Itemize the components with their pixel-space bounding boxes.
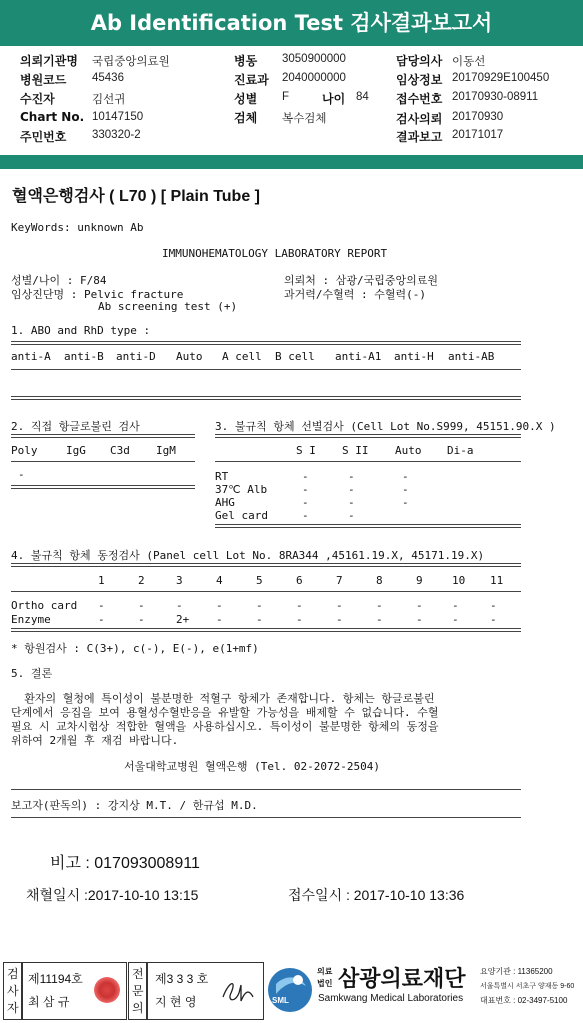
s4-cell: -	[490, 613, 497, 626]
s3-cell: -	[302, 470, 309, 483]
s1-header-anti-d: anti-D	[116, 350, 156, 363]
divider	[11, 341, 521, 345]
footer: 검 사 자 제11194호 최 삼 규 전 문 의 제3 3 3 호 지 현 영 SML 의료 법인 삼광의료재단 Samkwang Medical Laboratories 요양기관 : 11365200 서울특별시 서초구 양재동 9-60 대표번호 : 02-3497-5100	[0, 962, 583, 1023]
divider	[11, 369, 521, 370]
s3-header-auto: Auto	[395, 444, 422, 457]
s4-col-header: 6	[296, 574, 303, 587]
s4-cell: -	[138, 599, 145, 612]
divider	[11, 434, 195, 438]
s4-col-header: 10	[452, 574, 466, 587]
divider	[215, 434, 521, 438]
s1-header-b-cell: B cell	[275, 350, 315, 363]
s3-cell: -	[302, 509, 309, 522]
specialist-license-no: 제3 3 3 호	[155, 972, 209, 986]
conclusion-line1: 환자의 혈청에 특이성이 불분명한 적혈구 항체가 존재합니다. 항체는 항글로불린	[11, 692, 435, 705]
s4-cell: -	[138, 613, 145, 626]
tester-box	[21, 962, 127, 1020]
samkwang-logo-icon	[266, 966, 314, 1014]
org-tel: 대표번호 : 02-3497-5100	[480, 996, 568, 1005]
org-address: 서울특별시 서초구 양재동 9-60	[480, 983, 575, 990]
s3-header-si: S I	[296, 444, 316, 457]
s1-header-anti-a: anti-A	[11, 350, 51, 363]
s4-cell: -	[216, 599, 223, 612]
s4-title: 4. 불규칙 항체 동정검사 (Panel cell Lot No. 8RA344 ,45161.19.X, 45171.19.X)	[11, 549, 485, 562]
value-clinical-info: 20170929E100450	[452, 72, 550, 84]
divider	[215, 524, 521, 528]
s4-cell: -	[176, 599, 183, 612]
s3-cell: -	[302, 496, 309, 509]
value-test-request: 20170930	[452, 111, 504, 123]
s4-col-header: 9	[416, 574, 423, 587]
divider	[11, 591, 521, 592]
s3-cell: -	[402, 496, 409, 509]
s3-cell: -	[348, 470, 355, 483]
s4-cell: -	[490, 599, 497, 612]
s4-cell: -	[376, 613, 383, 626]
s4-cell: -	[376, 599, 383, 612]
label-clinical-info: 임상정보	[396, 73, 443, 87]
label-patient-name: 수진자	[20, 92, 55, 106]
label-receipt-no: 접수번호	[396, 92, 443, 106]
divider	[11, 789, 521, 790]
label-test-request: 검사의뢰	[396, 112, 443, 126]
s1-header-anti-b: anti-B	[64, 350, 104, 363]
s2-header-igg: IgG	[66, 444, 86, 457]
label-chart-no: Chart No.	[20, 110, 85, 124]
transfusion-history: 과거력/수혈력 : 수혈력(-)	[284, 288, 426, 301]
s3-title: 3. 불규칙 항체 선별검사 (Cell Lot No.S999, 45151.90.X )	[215, 420, 556, 433]
s1-header-a-cell: A cell	[222, 350, 262, 363]
s4-col-header: 2	[138, 574, 145, 587]
s3-cell: -	[302, 483, 309, 496]
signature-org: 서울대학교병원 혈액은행 (Tel. 02-2072-2504)	[124, 760, 380, 773]
s4-row-label: Ortho card	[11, 599, 78, 612]
section-title: 혈액은행검사 ( L70 ) [ Plain Tube ]	[12, 188, 261, 205]
s4-cell: -	[296, 599, 303, 612]
diagnosis-line2: Ab screening test (+)	[98, 300, 238, 313]
s4-cell: -	[256, 599, 263, 612]
header-divider-band	[0, 155, 583, 169]
tester-seal-icon	[94, 977, 120, 1003]
s4-col-header: 4	[216, 574, 223, 587]
value-requesting-institution: 국립중앙의료원	[92, 56, 170, 68]
signature-icon	[219, 975, 257, 1007]
s3-row-label: AHG	[215, 496, 235, 509]
org-code: 요양기관 : 11365200	[480, 967, 553, 976]
patient-info	[0, 46, 583, 156]
s1-header-anti-a1: anti-A1	[335, 350, 382, 363]
s3-cell: -	[348, 509, 355, 522]
label-result-report: 결과보고	[396, 130, 443, 144]
s3-row-label: Gel card	[215, 509, 268, 522]
label-specimen: 검체	[234, 111, 258, 125]
s4-cell: -	[452, 613, 459, 626]
s3-cell: -	[402, 470, 409, 483]
remarks: 비고 : 017093008911	[50, 855, 200, 872]
s1-title: 1. ABO and RhD type :	[11, 324, 151, 337]
conclusion-line4: 위하여 2개월 후 재검 바랍니다.	[11, 734, 179, 747]
s4-cell: -	[416, 599, 423, 612]
label-department: 진료과	[234, 73, 269, 87]
s3-row-label: RT	[215, 470, 229, 483]
s3-header-dia: Di-a	[447, 444, 474, 457]
s4-cell: -	[98, 613, 105, 626]
s1-header-auto: Auto	[176, 350, 203, 363]
s4-cell: -	[452, 599, 459, 612]
label-sex: 성별	[234, 92, 258, 106]
value-chart-no: 10147150	[92, 111, 144, 123]
value-sex: F	[282, 91, 290, 103]
report-title: Ab Identification Test 검사결과보고서	[0, 0, 583, 46]
s2-header-poly: Poly	[11, 444, 38, 457]
diagnosis-line1: 임상진단명 : Pelvic fracture	[11, 288, 184, 301]
value-age: 84	[356, 91, 369, 103]
divider	[11, 817, 521, 818]
value-doctor: 이동선	[452, 56, 486, 68]
value-receipt-no: 20170930-08911	[452, 91, 539, 103]
divider	[11, 461, 195, 462]
org-english-name: Samkwang Medical Laboratories	[318, 993, 464, 1004]
s2-title: 2. 직접 항글로불린 검사	[11, 420, 140, 433]
s4-row-label: Enzyme	[11, 613, 51, 626]
s1-header-anti-ab: anti-AB	[448, 350, 495, 363]
divider	[11, 628, 521, 632]
s4-cell: -	[98, 599, 105, 612]
value-patient-name: 김선귀	[92, 94, 126, 106]
divider	[11, 563, 521, 567]
s2-value: -	[18, 468, 25, 481]
value-specimen: 복수검체	[282, 113, 327, 125]
s1-header-anti-h: anti-H	[394, 350, 434, 363]
keywords: KeyWords: unknown Ab	[11, 221, 144, 234]
label-requesting-institution: 의뢰기관명	[20, 54, 78, 68]
label-age: 나이	[322, 92, 346, 106]
antigen-test: * 항원검사 : C(3+), c(-), E(-), e(1+mf)	[11, 642, 259, 655]
report-heading: IMMUNOHEMATOLOGY LABORATORY REPORT	[162, 247, 388, 260]
s4-cell: -	[216, 613, 223, 626]
conclusion-line2: 단계에서 응집을 보여 용혈성수혈반응을 유발할 가능성을 배제할 수 없습니다. 수혈	[11, 706, 439, 719]
s3-header-sii: S II	[342, 444, 369, 457]
s2-header-igm: IgM	[156, 444, 176, 457]
collection-datetime: 채혈일시 :2017-10-10 13:15	[26, 887, 199, 903]
tester-label-box: 검 사 자	[3, 962, 23, 1020]
divider	[11, 396, 521, 400]
s4-col-header: 5	[256, 574, 263, 587]
org-name: 삼광의료재단	[338, 966, 466, 991]
s3-row-label: 37℃ Alb	[215, 483, 268, 496]
tester-name: 최 삼 규	[28, 995, 70, 1009]
s3-cell: -	[402, 483, 409, 496]
s4-cell: -	[256, 613, 263, 626]
value-ward: 3050900000	[282, 53, 346, 65]
divider	[215, 461, 521, 462]
value-result-report: 20171017	[452, 129, 504, 141]
s4-cell: -	[416, 613, 423, 626]
s2-header-c3d: C3d	[110, 444, 130, 457]
s4-col-header: 7	[336, 574, 343, 587]
value-resident-no: 330320-2	[92, 129, 141, 141]
s4-cell: -	[336, 599, 343, 612]
s4-cell: 2+	[176, 613, 190, 626]
label-doctor: 담당의사	[396, 54, 443, 68]
label-ward: 병동	[234, 54, 258, 68]
logo-badge: SML	[272, 996, 289, 1005]
s4-col-header: 1	[98, 574, 105, 587]
specialist-name: 지 현 영	[155, 995, 197, 1009]
specialist-box	[146, 962, 264, 1020]
divider	[11, 485, 195, 489]
s3-cell: -	[348, 496, 355, 509]
value-department: 2040000000	[282, 72, 346, 84]
s3-cell: -	[348, 483, 355, 496]
value-hospital-code: 45436	[92, 72, 124, 84]
conclusion-line3: 필요 시 교차시험상 적합한 혈액을 사용하십시오. 특이성이 불분명한 항체의 동정을	[11, 720, 439, 733]
reporter: 보고자(판독의) : 강지상 M.T. / 한규섭 M.D.	[11, 799, 258, 812]
s4-cell: -	[296, 613, 303, 626]
specialist-label-box: 전 문 의	[128, 962, 148, 1020]
s4-col-header: 8	[376, 574, 383, 587]
s4-cell: -	[336, 613, 343, 626]
sex-age: 성별/나이 : F/84	[11, 274, 107, 287]
tester-license-no: 제11194호	[28, 972, 83, 986]
label-resident-no: 주민번호	[20, 130, 67, 144]
s4-col-header: 3	[176, 574, 183, 587]
s5-title: 5. 결론	[11, 667, 53, 680]
s4-col-header: 11	[490, 574, 504, 587]
referrer: 의뢰처 : 삼광/국립중앙의료원	[284, 274, 439, 287]
receipt-datetime: 접수일시 : 2017-10-10 13:36	[288, 887, 465, 903]
label-hospital-code: 병원코드	[20, 73, 67, 87]
